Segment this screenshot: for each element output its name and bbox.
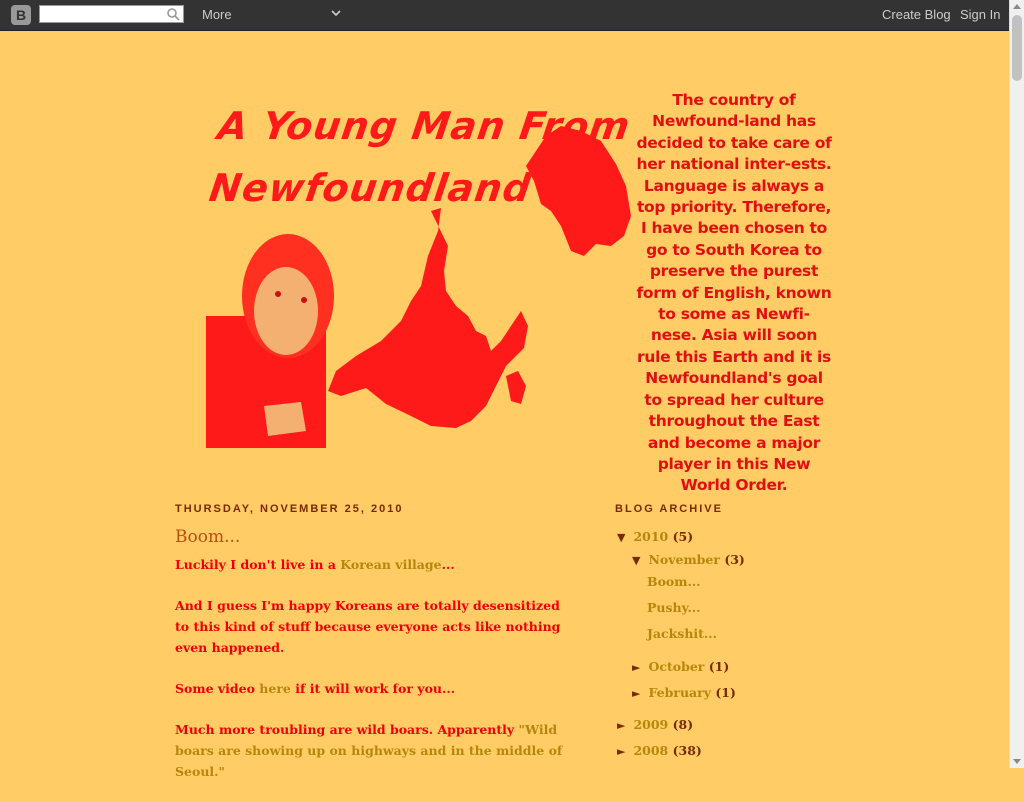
blogger-navbar bbox=[0, 0, 1009, 31]
expand-toggle-icon[interactable]: ► bbox=[632, 687, 641, 700]
expand-toggle-icon[interactable]: ► bbox=[617, 719, 626, 732]
post-body bbox=[175, 554, 570, 802]
archive-post-link[interactable]: Boom... bbox=[647, 574, 701, 589]
video-here-link[interactable]: here bbox=[259, 681, 291, 696]
blog-description: The country of Newfound-land has decided to take care of her national inter-ests. Language is always a top priority. Therefore, I have been chosen to go to South Korea to preserve the purest form of English, known to some as Newfi-nese. Asia will soon rule this Earth and it is Newfoundland's goal to spread her culture throughout the East and become a major player in this New World Order. bbox=[636, 91, 832, 495]
collapse-toggle-icon[interactable]: ▼ bbox=[632, 554, 641, 567]
search-box bbox=[39, 5, 184, 23]
expand-toggle-icon[interactable]: ► bbox=[632, 661, 641, 674]
page-scrollbar[interactable] bbox=[1009, 0, 1024, 768]
archive-year-2009[interactable]: ► 2009 (8) bbox=[617, 717, 694, 732]
archive-year-2008[interactable]: ► 2008 (38) bbox=[617, 743, 702, 758]
search-input[interactable] bbox=[40, 7, 166, 23]
post-date: THURSDAY, NOVEMBER 25, 2010 bbox=[175, 503, 404, 515]
newfoundland-map-shape bbox=[328, 208, 528, 428]
collapse-toggle-icon[interactable]: ▼ bbox=[617, 531, 626, 544]
scroll-down-arrow-icon[interactable] bbox=[1010, 754, 1024, 768]
korean-village-link[interactable]: Korean village bbox=[340, 557, 442, 572]
post-paragraph: Much more troubling are wild boars. Apparently "Wild boars are showing up on highways and in the middle of Seoul." bbox=[175, 722, 563, 779]
more-menu[interactable]: More bbox=[202, 7, 232, 22]
archive-post-link[interactable]: Jackshit... bbox=[647, 626, 717, 641]
create-blog-link[interactable]: Create Blog bbox=[882, 7, 951, 22]
archive-post-link[interactable]: Pushy... bbox=[647, 600, 701, 615]
expand-toggle-icon[interactable]: ► bbox=[617, 745, 626, 758]
archive-month-february[interactable]: ► February (1) bbox=[632, 685, 736, 700]
post-paragraph: Luckily I don't live in a Korean village... bbox=[175, 557, 455, 572]
sign-in-link[interactable]: Sign In bbox=[960, 7, 1001, 22]
scroll-thumb[interactable] bbox=[1012, 15, 1022, 81]
archive-month-october[interactable]: ► October (1) bbox=[632, 659, 730, 674]
scroll-up-arrow-icon[interactable] bbox=[1010, 0, 1024, 14]
chevron-down-icon[interactable] bbox=[330, 7, 342, 19]
post-paragraph: And I guess I'm happy Koreans are totally desensitized to this kind of stuff because everyone acts like nothing even happened. bbox=[175, 598, 561, 655]
archive-year-2010[interactable]: ▼ 2010 (5) bbox=[617, 529, 694, 544]
blog-title[interactable]: A Young Man From Newfoundland bbox=[206, 104, 634, 210]
wild-boars-link[interactable]: "Wild boars are showing up on highways and in the middle of Seoul." bbox=[175, 722, 563, 779]
archive-month-november[interactable]: ▼ November (3) bbox=[632, 552, 745, 567]
search-icon[interactable] bbox=[166, 7, 180, 21]
post-paragraph: Some video here if it will work for you... bbox=[175, 681, 456, 696]
blog-archive-title: BLOG ARCHIVE bbox=[615, 503, 723, 515]
post-title[interactable]: Boom... bbox=[175, 527, 241, 547]
blogger-logo-icon[interactable]: B bbox=[11, 5, 31, 25]
